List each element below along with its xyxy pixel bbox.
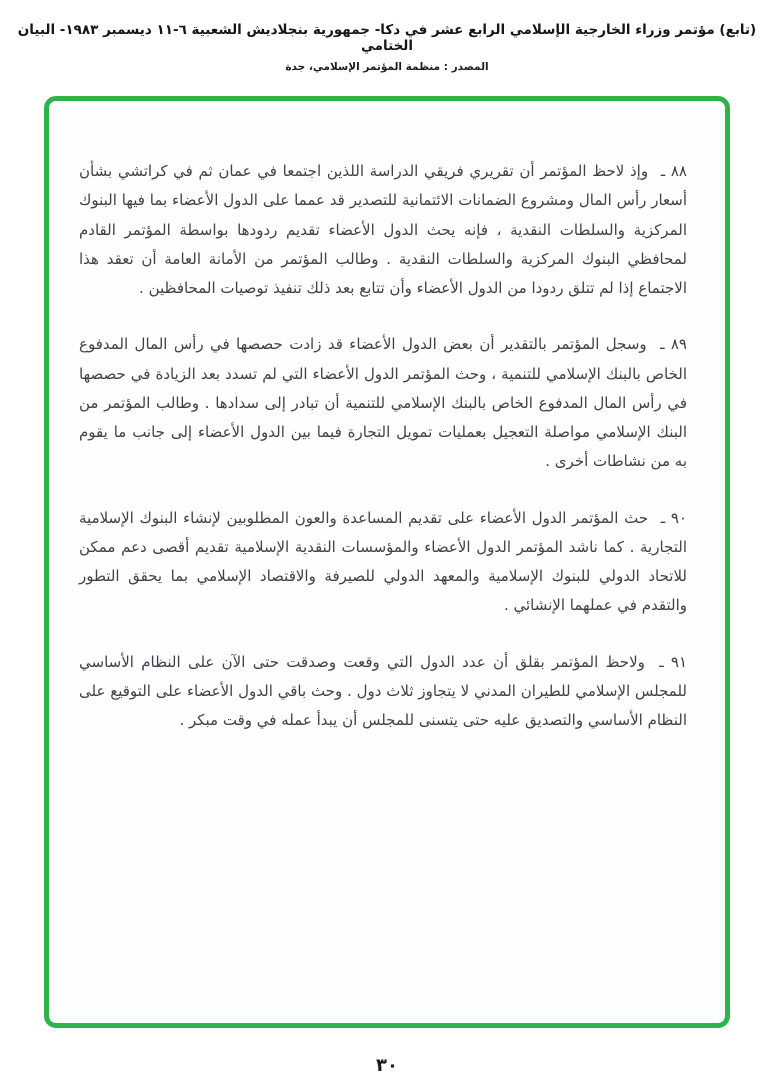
- paragraph-89-number: ٨٩ ـ: [660, 335, 687, 354]
- paragraph-88: [79, 157, 687, 303]
- paragraph-88-number: ٨٨ ـ: [660, 162, 687, 180]
- paragraph-88-text: وإذ لاحظ المؤتمر أن تقريري فريقي الدراسة اللذين اجتمعا في عمان ثم في كراتشي بشأن أسعار رأس المال ومشروع الضمانات الائتمانية للتصدير قد عمما على الدول الأعضاء بما فيها البنوك المركزية والسلطات النقدية ، فإنه يحث الدول الأعضاء تقديم ردودها بواسطة المؤتمر القادم لمحافظي البنوك المركزية والسلطات النقدية . وطالب المؤتمر من الأمانة العامة أن تعقد هذا الاجتماع إذا لم تتلق ردودا من الدول الأعضاء وأن تتابع بعد ذلك تنفيذ توصيات المحافظين .: [79, 162, 687, 297]
- paragraph-91-text: ولاحظ المؤتمر بقلق أن عدد الدول التي وقعت وصدقت حتى الآن على النظام الأساسي للمجلس الإسلامي للطيران المدني لا يتجاوز ثلاث دول . وحث باقي الدول الأعضاء على التوقيع على النظام الأساسي والتصديق عليه حتى يتسنى للمجلس أن يبدأ عمله في وقت مبكر .: [79, 652, 687, 729]
- paragraph-89: [79, 330, 687, 476]
- page-number: ٣٠: [376, 1055, 398, 1076]
- scanned-text-block: [79, 157, 687, 762]
- document-header: [0, 22, 774, 73]
- header-title: (تابع) مؤتمر وزراء الخارجية الإسلامي الرابع عشر في دكا- جمهورية بنجلاديش الشعبية ٦-١١ ديسمبر ١٩٨٣- البيان الختامي: [17, 22, 757, 54]
- paragraph-91: [79, 648, 687, 736]
- header-source: المصدر : منظمة المؤتمر الإسلامي، جدة: [285, 61, 489, 73]
- paragraph-90: [79, 504, 687, 621]
- paragraph-91-number: ٩١ ـ: [659, 652, 688, 671]
- paragraph-90-number: ٩٠ ـ: [660, 508, 687, 527]
- paragraph-89-text: وسجل المؤتمر بالتقدير أن بعض الدول الأعضاء قد زادت حصصها في رأس المال المدفوع الخاص بالبنك الإسلامي للتنمية ، وحث المؤتمر الدول الأعضاء التي لم تسدد بعد الزيادة في حصصها في رأس المال المدفوع الخاص بالبنك الإسلامي للتنمية أن تبادر إلى سدادها . وطالب المؤتمر من البنك الإسلامي مواصلة التعجيل بعمليات تمويل التجارة فيما بين الدول الأعضاء إلى جانب ما يقوم به من نشاطات أخرى .: [79, 335, 687, 471]
- scanned-page-frame: [44, 96, 730, 1028]
- paragraph-90-text: حث المؤتمر الدول الأعضاء على تقديم المساعدة والعون المطلوبين لإنشاء البنوك الإسلامية التجارية . كما ناشد المؤتمر الدول الأعضاء والمؤسسات النقدية الإسلامية تقديم أقصى دعم ممكن للاتحاد الدولي للبنوك الإسلامية والمعهد الدولي للصيرفة والاقتصاد الإسلامي بما يحقق التطور والتقدم في عملهما الإنشائي .: [79, 508, 687, 615]
